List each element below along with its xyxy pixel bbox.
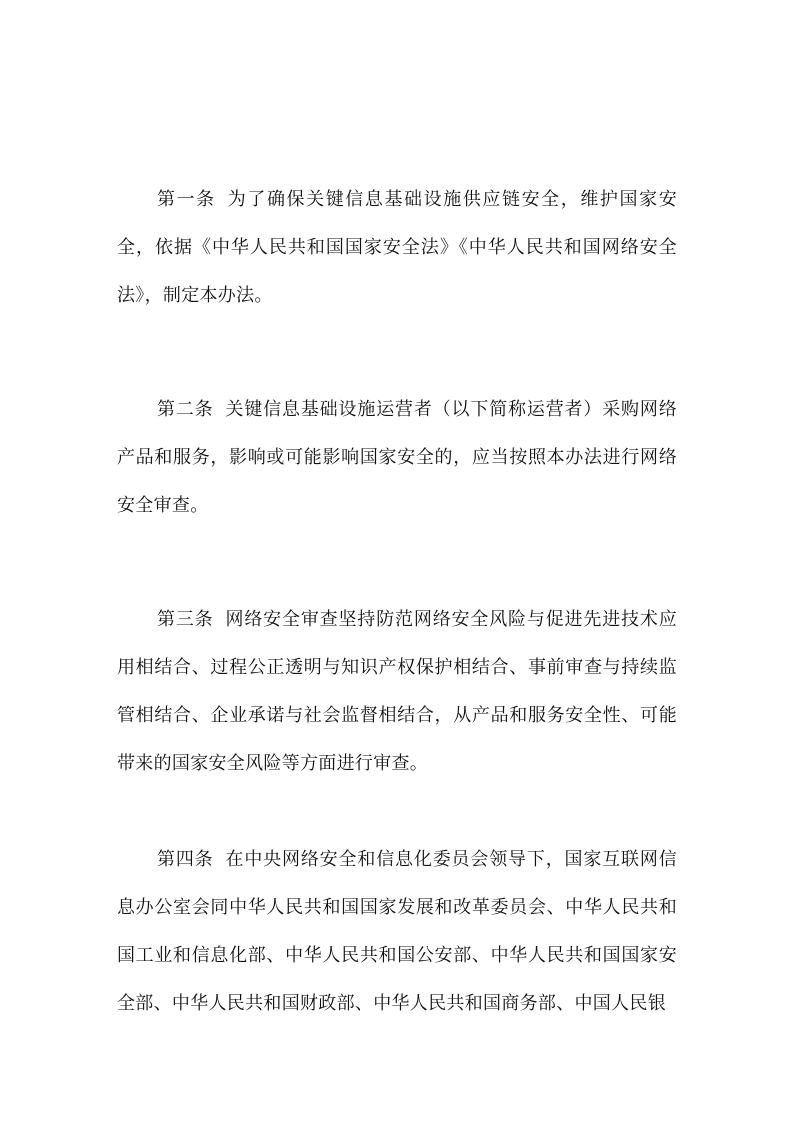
article-2 xyxy=(117,386,677,530)
article-3 xyxy=(117,596,677,788)
article-4-label: 第四条 xyxy=(157,849,214,870)
article-3-text: 网络安全审查坚持防范网络安全风险与促进先进技术应用相结合、过程公正透明与知识产权保护相结合、事前审查与持续监管相结合、企业承诺与社会监督相结合，从产品和服务安全性、可能带来的国家安全风险等方面进行审查。 xyxy=(117,609,678,774)
article-3-label: 第三条 xyxy=(157,609,214,630)
article-4 xyxy=(117,836,677,1028)
article-2-text: 关键信息基础设施运营者（以下简称运营者）采购网络产品和服务，影响或可能影响国家安全的，应当按照本办法进行网络安全审查。 xyxy=(117,399,678,516)
article-2-label: 第二条 xyxy=(157,399,214,420)
article-4-text: 在中央网络安全和信息化委员会领导下，国家互联网信息办公室会同中华人民共和国国家发展和改革委员会、中华人民共和国工业和信息化部、中华人民共和国公安部、中华人民共和国国家安全部、中华人民共和国财政部、中华人民共和国商务部、中国人民银 xyxy=(117,849,678,1014)
article-1 xyxy=(117,176,677,320)
article-1-label: 第一条 xyxy=(157,189,216,210)
article-1-text: 为了确保关键信息基础设施供应链安全，维护国家安全，依据《中华人民共和国国家安全法》《中华人民共和国网络安全法》，制定本办法。 xyxy=(117,189,677,306)
